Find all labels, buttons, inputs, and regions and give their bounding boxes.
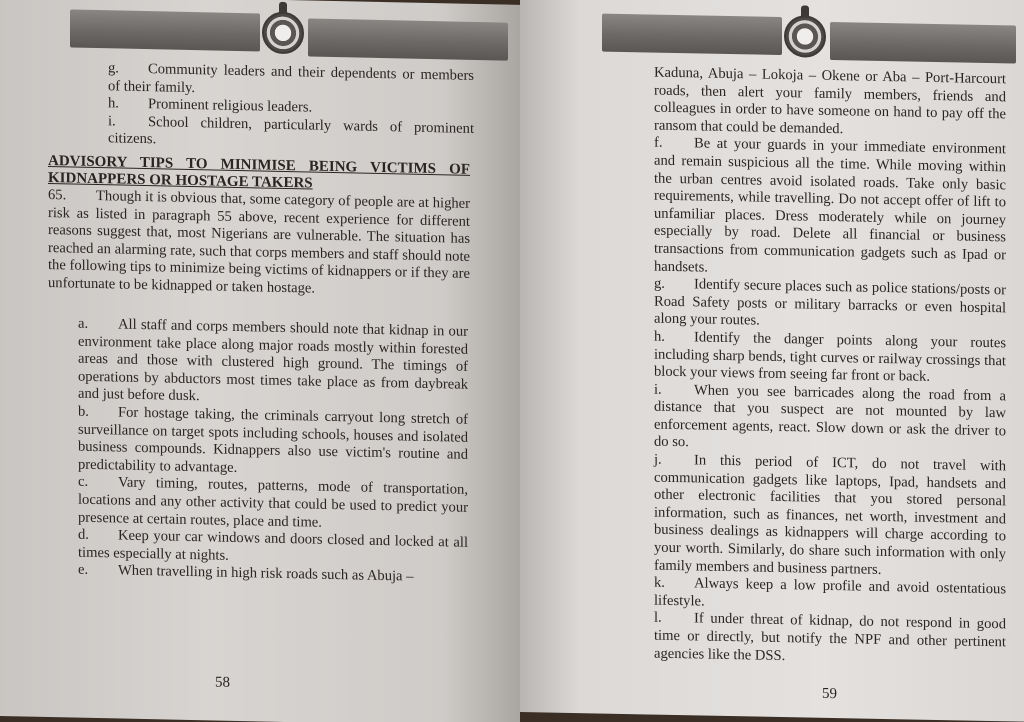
list-item: k. Always keep a low profile and avoid ostentatious lifestyle. xyxy=(654,574,1006,610)
list-item: h. Prominent religious leaders. xyxy=(108,95,313,116)
section-heading: ADVISORY TIPS TO MINIMISE BEING VICTIMS OF KIDNAPPERS OR HOSTAGE TAKERS xyxy=(48,153,470,192)
list-item: b. For hostage taking, the criminals carryout long stretch of surveillance on target spots including schools, houses and isolated business compounds. Kidnappers also use victim's routine and predictability to advantage. xyxy=(78,403,468,476)
right-page xyxy=(520,0,1024,722)
emblem-logo-icon xyxy=(262,11,304,54)
list-item: f. Be at your guards in your immediate environment and remain suspicious all the time. While moving within the urban centres avoid isolated roads. Take only basic requirements, while travelling. Do not accept offer of lift to unfamiliar places. Dress moderately while on journey especially by road. Delete all financial or business transactions from communication gadgets such as Ipad or handsets. xyxy=(654,134,1006,276)
list-item: e. When travelling in high risk roads such as Abuja – xyxy=(78,561,414,585)
left-items-list xyxy=(64,315,468,587)
right-text-block xyxy=(654,65,1006,670)
list-item: j. In this period of ICT, do not travel with communication gadgets like laptops, Ipad, handsets and other electronic facilities that you stored personal information, such as finances, net worth, investment and business dealings as kidnappers will charge according to your worth. Similarly, do share such information with only family members and business partners. xyxy=(654,451,1006,578)
page-number-right: 59 xyxy=(822,685,837,703)
list-item: i. When you see barricades along the road from a distance that you suspect are not mounted by law enforcement agents, react. Slow down or ask the driver to do so. xyxy=(654,381,1006,451)
list-item: g. Identify secure places such as police stations/posts or Road Safety posts or military barracks or even hospital along your routes. xyxy=(654,275,1006,329)
header-bar-left xyxy=(70,9,260,51)
page-number-left: 58 xyxy=(215,674,230,691)
list-item: l. If under threat of kidnap, do not respond in good time or directly, but notify the NPF and other pertinent agencies like the DSS. xyxy=(654,609,1006,664)
continuation-paragraph: Kaduna, Abuja – Lokoja – Okene or Aba – Port-Harcourt roads, then alert your family members, friends and colleagues in order to have someone on hand to pay off the ransom that could be demanded. xyxy=(654,64,1006,137)
list-item: c. Vary timing, routes, patterns, mode of transportation, locations and any other activity that could be used to predict your presence at certain routes, place and time. xyxy=(78,473,468,531)
header-bar-right xyxy=(308,18,508,60)
left-top-items xyxy=(108,60,474,156)
list-item: d. Keep your car windows and doors closed and locked at all times especially at nights. xyxy=(78,526,468,564)
list-item: h. Identify the danger points along your routes including sharp bends, tight curves or railway crossings that block your views from seeing far front or back. xyxy=(654,328,1006,385)
list-item: g. Community leaders and their dependents or members of their family. xyxy=(108,60,474,96)
paragraph-65: 65. Though it is obvious that, some category of people are at higher risk as listed in paragraph 55 above, recent experience for different reasons suggest that, most Nigerians are vulnerable. The situation has reached an alarming rate, such that corps members and staff should note the following tips to minimize being victims of kidnappers or if they are unfortunate to be kidnapped or taken hostage. xyxy=(48,187,470,297)
list-item: a. All staff and corps members should note that kidnap in our environment take place along major roads mostly within forested areas and those with clustered high ground. The timings of operations by abductors most times take place as from daybreak and just before dusk. xyxy=(78,315,468,405)
emblem-logo-icon xyxy=(784,15,826,58)
header-bar-right xyxy=(830,22,1016,64)
advisory-section xyxy=(48,153,470,301)
header-bar-left xyxy=(602,14,782,55)
list-item: i. School children, particularly wards of prominent citizens. xyxy=(108,113,474,148)
